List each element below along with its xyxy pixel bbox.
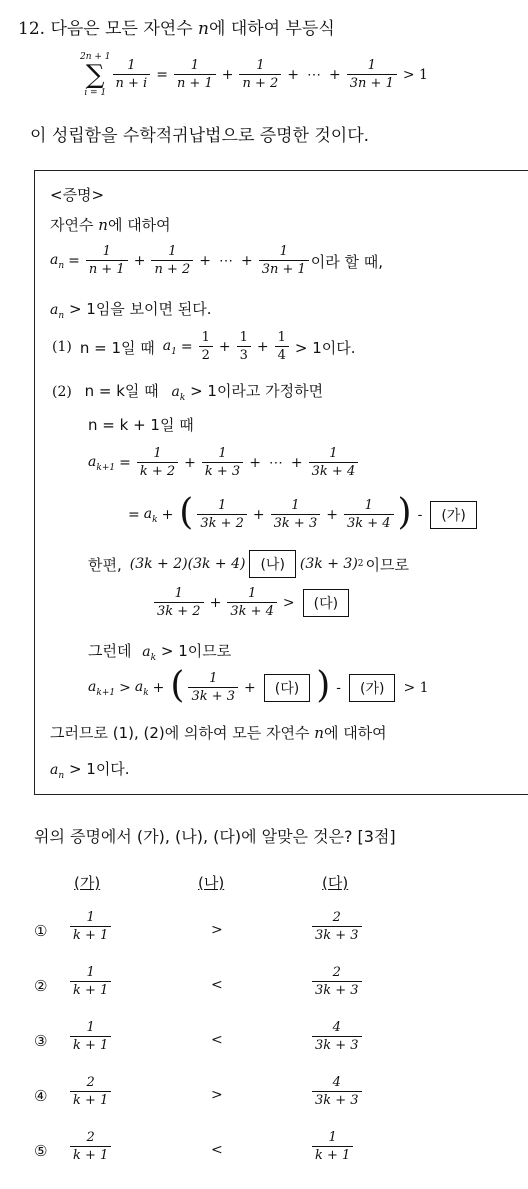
summation-symbol: 2n + 1 ∑ i = 1 (80, 52, 111, 98)
choice-ga-fraction: $\frac{1}{k + 1}$ (70, 910, 111, 945)
choice-na-symbol: < (211, 1142, 223, 1158)
choice-row[interactable] (0, 1130, 528, 1180)
conclusion-line-2: $a_n > 1$이다. (50, 760, 130, 781)
header-na: (나) (198, 874, 225, 892)
choice-da-fraction: $\frac{2}{3k + 3}$ (312, 910, 362, 945)
choice-da-fraction: $\frac{2}{3k + 3}$ (312, 965, 362, 1000)
choice-mark: ④ (34, 1087, 48, 1105)
choice-row[interactable] (0, 965, 528, 1015)
ak1-rewrite: = $a_k$ + ( $\frac{1}{3k + 2}$ + $\frac{1}{3k + 3}$ + $\frac{1}{3k + 4}$ ) - (가) (124, 497, 481, 533)
choice-na-symbol: < (211, 977, 223, 993)
choice-row[interactable] (0, 1075, 528, 1125)
blank-na-box: (나) (249, 550, 295, 578)
problem-statement: 이 성립함을 수학적귀납법으로 증명한 것이다. (30, 126, 370, 146)
proof-line-1: 자연수 n에 대하여 (50, 216, 171, 234)
da-inequality: $\frac{1}{3k + 2}$ + $\frac{1}{3k + 4}$ > (다) (152, 586, 353, 621)
choice-row[interactable] (0, 910, 528, 960)
final-inequality: $a_{k+1}$ > $a_k$ + ( $\frac{1}{3k + 3}$ + (다) ) - (가) > 1 (88, 665, 429, 706)
blank-ga-box-2: (가) (349, 674, 395, 702)
choice-na-symbol: < (211, 1032, 223, 1048)
ak1-expansion: $a_{k+1}$ = $\frac{1}{k + 2}$ + $\frac{1}{k + 3}$ + ⋯ + $\frac{1}{3k + 4}$ (88, 446, 360, 481)
fraction: $\frac{1}{n + i}$ (113, 58, 151, 93)
proof-line-3: $a_n > 1$임을 보이면 된다. (50, 300, 212, 321)
blank-da-box-2: (다) (264, 674, 310, 702)
blank-da-box: (다) (303, 589, 349, 617)
header-ga: (가) (74, 874, 101, 892)
an-definition: $a_n$ = $\frac{1}{n + 1}$ + $\frac{1}{n + 2}$ + ⋯ + $\frac{1}{3n + 1}$ 이라 할 때, (50, 244, 384, 278)
choice-na-symbol: > (211, 1087, 223, 1103)
problem-intro2: 에 대하여 부등식 (209, 19, 335, 39)
blank-ga-box: (가) (430, 501, 476, 529)
choice-na-symbol: > (211, 922, 223, 938)
choice-ga-fraction: $\frac{2}{k + 1}$ (70, 1075, 111, 1110)
choice-mark: ② (34, 977, 48, 995)
fraction: $\frac{1}{3n + 1}$ (347, 58, 397, 93)
then-line: 그런데 $a_k > 1$이므로 (88, 642, 232, 663)
problem-intro: 다음은 모든 자연수 (50, 19, 193, 39)
step-1: (1) n = 1일 때 $a_1$ = $\frac{1}{2}$ + $\frac{1}{3}$ + $\frac{1}{4}$ > 1이다. (52, 330, 356, 364)
choice-ga-fraction: $\frac{1}{k + 1}$ (70, 965, 111, 1000)
conclusion-line-1: 그러므로 (1), (2)에 의하여 모든 자연수 n에 대하여 (50, 724, 387, 742)
choice-mark: ⑤ (34, 1142, 48, 1160)
choice-ga-fraction: $\frac{1}{k + 1}$ (70, 1020, 111, 1055)
proof-title: <증명> (50, 186, 105, 204)
hanpyeon-line: 한편, (3k + 2)(3k + 4) (나) (3k + 3) 2 이므로 (88, 550, 409, 578)
problem-number: 12. (18, 19, 46, 39)
step-3: n = k + 1일 때 (88, 416, 194, 434)
fraction: $\frac{1}{n + 2}$ (239, 58, 281, 93)
choice-row[interactable] (0, 1020, 528, 1070)
fraction: $\frac{1}{n + 1}$ (174, 58, 216, 93)
choice-mark: ① (34, 922, 48, 940)
choice-mark: ③ (34, 1032, 48, 1050)
header-da: (다) (322, 874, 349, 892)
choice-da-fraction: $\frac{1}{k + 1}$ (312, 1130, 353, 1165)
question-text: 위의 증명에서 (가), (나), (다)에 알맞은 것은? [3점] (34, 827, 396, 846)
step-2: (2) n = k일 때 $a_k > 1$이라고 가정하면 (52, 382, 324, 403)
var-n: n (198, 19, 209, 39)
choice-da-fraction: $\frac{4}{3k + 3}$ (312, 1020, 362, 1055)
summation-line: 2n + 1 ∑ i = 1 $\frac{1}{n + i}$ = $\frac{1}{n + 1}$ + $\frac{1}{n + 2}$ + ⋯ + $\frac{1}{3n + 1}$ > 1 (80, 52, 428, 98)
problem-line (18, 14, 335, 39)
choice-ga-fraction: $\frac{2}{k + 1}$ (70, 1130, 111, 1165)
choice-da-fraction: $\frac{4}{3k + 3}$ (312, 1075, 362, 1110)
